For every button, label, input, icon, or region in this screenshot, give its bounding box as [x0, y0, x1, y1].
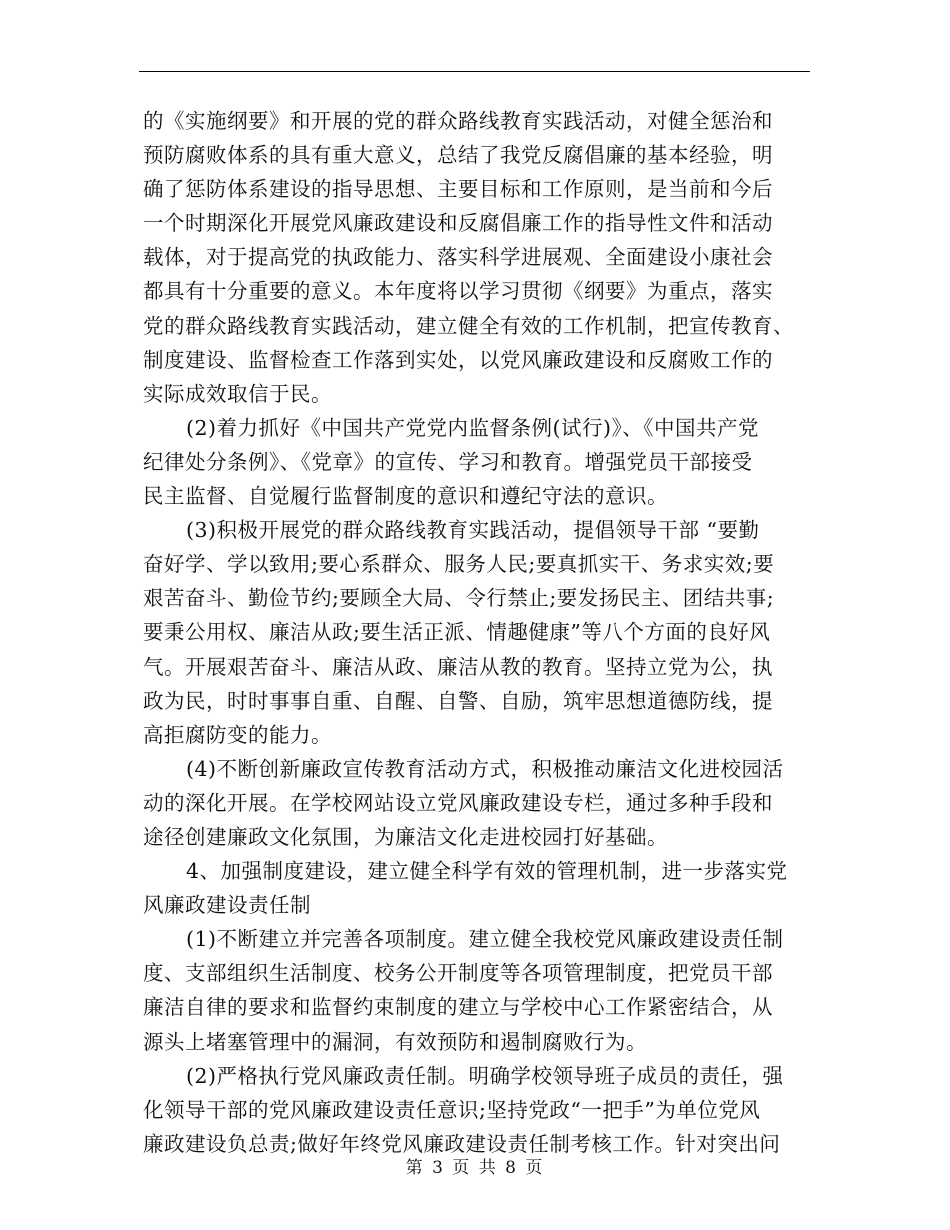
text-line: 源头上堵塞管理中的漏洞，有效预防和遏制腐败行为。 [143, 1029, 647, 1054]
text-line: 都具有十分重要的意义。本年度将以学习贯彻《纲要》为重点，落实 [143, 279, 773, 304]
text-line: 度、支部组织生活制度、校务公开制度等各项管理制度，把党员干部 [143, 961, 773, 986]
text-line: 民主监督、自觉履行监督制度的意识和遵纪守法的意识。 [143, 484, 668, 509]
text-line: 制度建设、监督检查工作落到实处，以党风廉政建设和反腐败工作的 [143, 347, 773, 372]
text-line: (4)不断创新廉政宣传教育活动方式，积极推动廉洁文化进校园活 [186, 756, 784, 781]
page-number: 第 3 页 共 8 页 [405, 1158, 545, 1178]
text-line: 艰苦奋斗、勤俭节约;要顾全大局、令行禁止;要发扬民主、团结共事; [143, 586, 775, 611]
document-body [143, 104, 807, 1161]
text-line: 纪律处分条例》、《党章》的宣传、学习和教育。增强党员干部接受 [143, 449, 753, 474]
page-footer [0, 1153, 950, 1178]
text-line: 预防腐败体系的具有重大意义，总结了我党反腐倡廉的基本经验，明 [143, 143, 773, 168]
text-line: 动的深化开展。在学校网站设立党风廉政建设专栏，通过多种手段和 [143, 790, 773, 815]
text-line: (1)不断建立并完善各项制度。建立健全我校党风廉政建设责任制 [186, 927, 784, 952]
text-line: 途径创建廉政文化氛围，为廉洁文化走进校园打好基础。 [143, 824, 668, 849]
text-line: 廉洁自律的要求和监督约束制度的建立与学校中心工作紧密结合，从 [143, 995, 773, 1020]
text-line: (2)严格执行党风廉政责任制。明确学校领导班子成员的责任，强 [186, 1063, 784, 1088]
text-line: 高拒腐防变的能力。 [143, 722, 332, 747]
text-line: 的《实施纲要》和开展的党的群众路线教育实践活动，对健全惩治和 [143, 109, 773, 133]
text-line: 实际成效取信于民。 [143, 381, 332, 406]
text-line: 化领导干部的党风廉政建设责任意识;坚持党政“一把手”为单位党风 [143, 1097, 761, 1122]
text-line: 气。开展艰苦奋斗、廉洁从政、廉洁从教的教育。坚持立党为公，执 [143, 654, 773, 679]
text-line: 政为民，时时事事自重、自醒、自警、自励，筑牢思想道德防线，提 [143, 688, 773, 713]
text-line: 党的群众路线教育实践活动，建立健全有效的工作机制，把宣传教育、 [143, 313, 794, 338]
text-line: 要秉公用权、廉洁从政;要生活正派、情趣健康”等八个方面的良好风 [143, 620, 771, 645]
text-line: (3)积极开展党的群众路线教育实践活动，提倡领导干部 “要勤 [186, 518, 760, 543]
text-line: (2)着力抓好《中国共产党党内监督条例(试行)》、《中国共产党 [186, 415, 760, 440]
text-line: 确了惩防体系建设的指导思想、主要目标和工作原则，是当前和今后 [143, 177, 773, 202]
text-line: 廉政建设负总责;做好年终党风廉政建设责任制考核工作。针对突出问 [143, 1131, 781, 1156]
text-line: 载体，对于提高党的执政能力、落实科学进展观、全面建设小康社会 [143, 245, 773, 270]
text-line: 4、加强制度建设，建立健全科学有效的管理机制，进一步落实党 [186, 859, 788, 884]
text-line: 一个时期深化开展党风廉政建设和反腐倡廉工作的指导性文件和活动 [143, 211, 773, 236]
text-line: 奋好学、学以致用;要心系群众、服务人民;要真抓实干、务求实效;要 [143, 552, 775, 577]
header-rule [139, 71, 810, 72]
text-line: 风廉政建设责任制 [143, 893, 311, 918]
